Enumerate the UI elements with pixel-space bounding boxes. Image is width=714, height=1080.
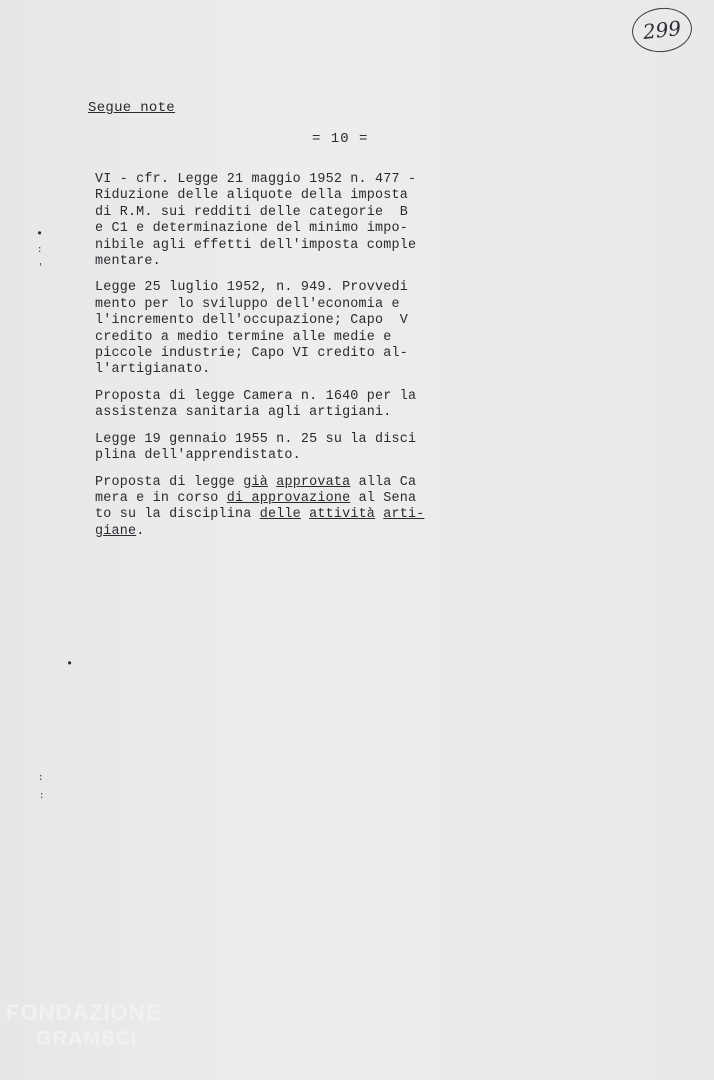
margin-mark: : xyxy=(37,245,43,255)
text-line: e C1 e determinazione del minimo impo- xyxy=(95,221,408,237)
text-line: mento per lo sviluppo dell'economia e xyxy=(95,296,400,312)
watermark-line: FONDAZIONE xyxy=(6,1000,162,1025)
text-line: Legge 25 luglio 1952, n. 949. Provvedi xyxy=(95,280,408,296)
text-line: Riduzione delle aliquote della imposta xyxy=(95,188,408,204)
text-line: VI - cfr. Legge 21 maggio 1952 n. 477 - xyxy=(95,172,417,187)
text-line: Proposta di legge già approvata alla Ca xyxy=(95,474,417,490)
margin-mark: ' xyxy=(38,263,43,272)
note-paragraph xyxy=(95,172,465,270)
margin-mark: • xyxy=(66,657,74,671)
text-line: l'artigianato. xyxy=(95,362,211,378)
text-line: plina dell'apprendistato. xyxy=(95,448,301,464)
page-number: 299 xyxy=(641,16,683,44)
text-line: assistenza sanitaria agli artigiani. xyxy=(95,405,392,421)
note-paragraph-underlined xyxy=(95,475,465,541)
note-paragraph xyxy=(95,280,465,378)
note-paragraph xyxy=(95,389,465,422)
note-paragraph xyxy=(95,432,465,465)
sheet-number: = 10 = xyxy=(312,131,369,147)
margin-mark: • xyxy=(36,227,44,241)
text-line: Proposta di legge Camera n. 1640 per la xyxy=(95,388,417,404)
watermark-line: GRAMSCI xyxy=(36,1028,138,1050)
watermark-logo xyxy=(6,1000,206,1051)
text-line: di R.M. sui redditi delle categorie B xyxy=(95,204,408,220)
text-line: l'incremento dell'occupazione; Capo V xyxy=(95,313,408,329)
section-header: Segue note xyxy=(88,100,176,116)
margin-mark: : xyxy=(39,791,45,801)
text-line: mera e in corso di approvazione al Sena xyxy=(95,490,417,506)
notes-body xyxy=(95,172,465,550)
text-line: to su la disciplina delle attività arti- xyxy=(95,507,425,523)
margin-mark: : xyxy=(38,773,44,783)
text-line: nibile agli effetti dell'imposta comple xyxy=(95,237,417,253)
text-line: Legge 19 gennaio 1955 n. 25 su la disci xyxy=(95,431,417,447)
page-number-stamp xyxy=(630,5,694,55)
text-line: credito a medio termine alle medie e xyxy=(95,329,392,345)
text-line: piccole industrie; Capo VI credito al- xyxy=(95,346,408,362)
text-line: giane. xyxy=(95,523,145,539)
text-line: mentare. xyxy=(95,254,161,270)
